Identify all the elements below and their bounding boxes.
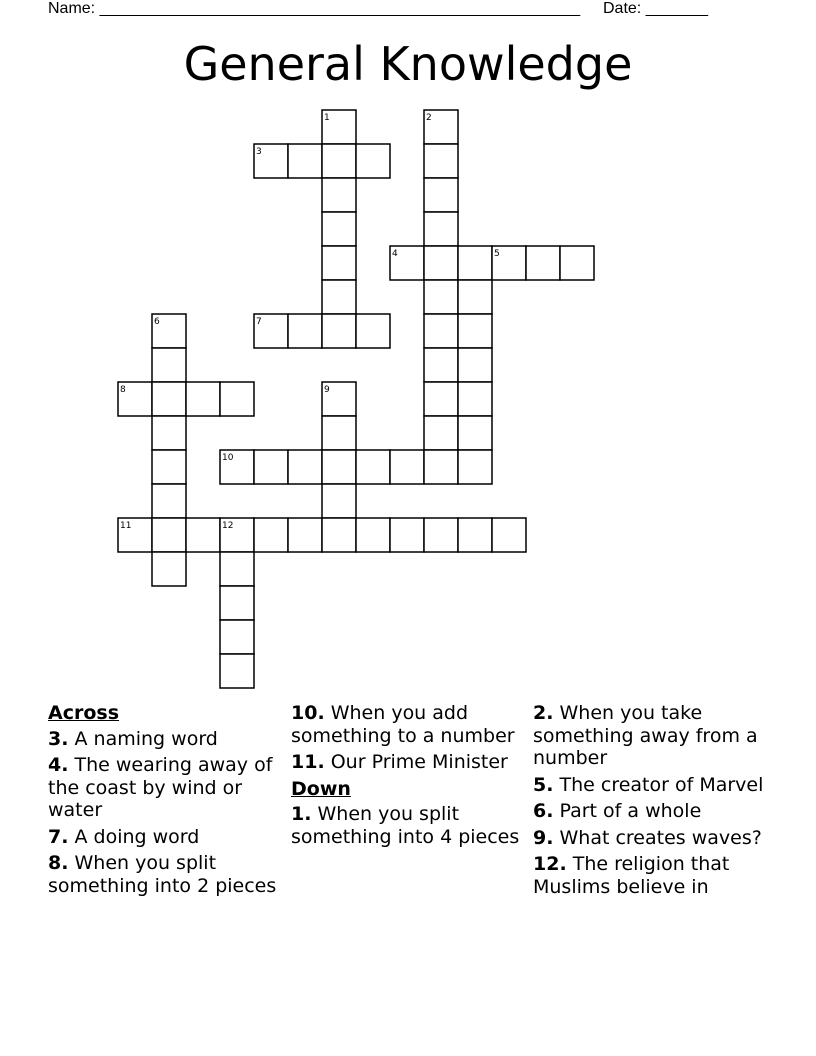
clue-number-1: 1 xyxy=(324,113,330,123)
grid-cell-r4-c10[interactable] xyxy=(424,246,458,280)
grid-cell-r12-c6[interactable] xyxy=(288,518,322,552)
grid-cell-r1-c6[interactable] xyxy=(288,144,322,178)
grid-cell-r4-c13[interactable] xyxy=(526,246,560,280)
clue-number-9: 9 xyxy=(324,385,330,395)
clue-number-12: 12 xyxy=(222,521,234,531)
name-label: Name: xyxy=(48,0,96,17)
clues-column-2 xyxy=(291,702,523,852)
grid-cell-r4-c14[interactable] xyxy=(560,246,594,280)
clue-number-11: 11 xyxy=(120,521,132,531)
grid-cell-r3-c10[interactable] xyxy=(424,212,458,246)
clue-across-10: 10. When you add something to a number xyxy=(291,702,515,747)
clue-number-8: 8 xyxy=(120,385,126,395)
grid-cell-r3-c7[interactable] xyxy=(322,212,356,246)
grid-cell-r12-c8[interactable] xyxy=(356,518,390,552)
grid-cell-r6-c10[interactable] xyxy=(424,314,458,348)
clue-down-9: 9. What creates waves? xyxy=(533,826,762,849)
clue-down-5: 5. The creator of Marvel xyxy=(533,773,764,796)
clues-column-1 xyxy=(48,702,280,901)
clue-across-11: 11. Our Prime Minister xyxy=(291,751,508,773)
grid-cell-r12-c11[interactable] xyxy=(458,518,492,552)
grid-cell-r6-c11[interactable] xyxy=(458,314,492,348)
grid-cell-r1-c8[interactable] xyxy=(356,144,390,178)
clue-number-10: 10 xyxy=(222,453,234,463)
grid-cell-r7-c11[interactable] xyxy=(458,348,492,382)
grid-cell-r10-c6[interactable] xyxy=(288,450,322,484)
clue-number-6: 6 xyxy=(154,317,160,327)
grid-cell-r12-c7[interactable] xyxy=(322,518,356,552)
down-heading: Down xyxy=(291,777,351,800)
grid-cell-r5-c7[interactable] xyxy=(322,280,356,314)
grid-cell-r12-c3[interactable] xyxy=(186,518,220,552)
clue-down-12: 12. The religion that Muslims believe in xyxy=(533,853,730,898)
grid-cell-r2-c7[interactable] xyxy=(322,178,356,212)
clue-across-4: 4. The wearing away of the coast by wind or water xyxy=(48,754,273,821)
clue-number-7: 7 xyxy=(256,317,262,327)
grid-cell-r11-c2[interactable] xyxy=(152,484,186,518)
clue-number-2: 2 xyxy=(426,113,432,123)
clue-number-3: 3 xyxy=(256,147,262,157)
grid-cell-r8-c10[interactable] xyxy=(424,382,458,416)
grid-cell-r12-c9[interactable] xyxy=(390,518,424,552)
grid-cell-r9-c10[interactable] xyxy=(424,416,458,450)
grid-cell-r9-c11[interactable] xyxy=(458,416,492,450)
grid-cell-r6-c6[interactable] xyxy=(288,314,322,348)
grid-cell-r10-c8[interactable] xyxy=(356,450,390,484)
clues-column-3 xyxy=(533,702,765,902)
grid-cell-r7-c2[interactable] xyxy=(152,348,186,382)
grid-cell-r10-c7[interactable] xyxy=(322,450,356,484)
grid-cell-r8-c4[interactable] xyxy=(220,382,254,416)
clue-number-5: 5 xyxy=(494,249,500,259)
clue-across-8: 8. When you split something into 2 pieces xyxy=(48,852,277,897)
grid-cell-r16-c4[interactable] xyxy=(220,654,254,688)
grid-cell-r6-c8[interactable] xyxy=(356,314,390,348)
grid-cell-r9-c7[interactable] xyxy=(322,416,356,450)
grid-cell-r10-c2[interactable] xyxy=(152,450,186,484)
grid-cell-r6-c7[interactable] xyxy=(322,314,356,348)
grid-cell-r1-c7[interactable] xyxy=(322,144,356,178)
grid-cell-r12-c10[interactable] xyxy=(424,518,458,552)
clue-number-4: 4 xyxy=(392,249,398,259)
clue-down-6: 6. Part of a whole xyxy=(533,800,702,822)
grid-cell-r10-c10[interactable] xyxy=(424,450,458,484)
name-blank[interactable]: ______________________________________________________ xyxy=(99,0,581,17)
grid-cell-r5-c10[interactable] xyxy=(424,280,458,314)
grid-cell-r10-c11[interactable] xyxy=(458,450,492,484)
grid-cell-r7-c10[interactable] xyxy=(424,348,458,382)
clue-across-7: 7. A doing word xyxy=(48,825,200,848)
grid-cell-r12-c5[interactable] xyxy=(254,518,288,552)
grid-cell-r14-c4[interactable] xyxy=(220,586,254,620)
clue-across-3: 3. A naming word xyxy=(48,727,218,750)
grid-cell-r2-c10[interactable] xyxy=(424,178,458,212)
across-heading: Across xyxy=(48,702,120,724)
clue-down-2: 2. When you take something away from a number xyxy=(533,702,758,769)
grid-cell-r9-c2[interactable] xyxy=(152,416,186,450)
grid-cell-r15-c4[interactable] xyxy=(220,620,254,654)
grid-cell-r12-c12[interactable] xyxy=(492,518,526,552)
grid-cell-r8-c3[interactable] xyxy=(186,382,220,416)
page-title: General Knowledge xyxy=(183,37,633,91)
date-blank[interactable]: _______ xyxy=(645,0,708,17)
date-label: Date: xyxy=(603,0,642,17)
clue-down-1: 1. When you split something into 4 pieces xyxy=(291,803,520,848)
grid-cell-r4-c7[interactable] xyxy=(322,246,356,280)
grid-cell-r4-c11[interactable] xyxy=(458,246,492,280)
grid-cell-r10-c9[interactable] xyxy=(390,450,424,484)
grid-cell-r11-c7[interactable] xyxy=(322,484,356,518)
grid-cell-r8-c11[interactable] xyxy=(458,382,492,416)
grid-cell-r13-c4[interactable] xyxy=(220,552,254,586)
grid-cell-r13-c2[interactable] xyxy=(152,552,186,586)
grid-cell-r12-c2[interactable] xyxy=(152,518,186,552)
grid-cell-r5-c11[interactable] xyxy=(458,280,492,314)
grid-cell-r10-c5[interactable] xyxy=(254,450,288,484)
grid-cell-r1-c10[interactable] xyxy=(424,144,458,178)
grid-cell-r8-c2[interactable] xyxy=(152,382,186,416)
